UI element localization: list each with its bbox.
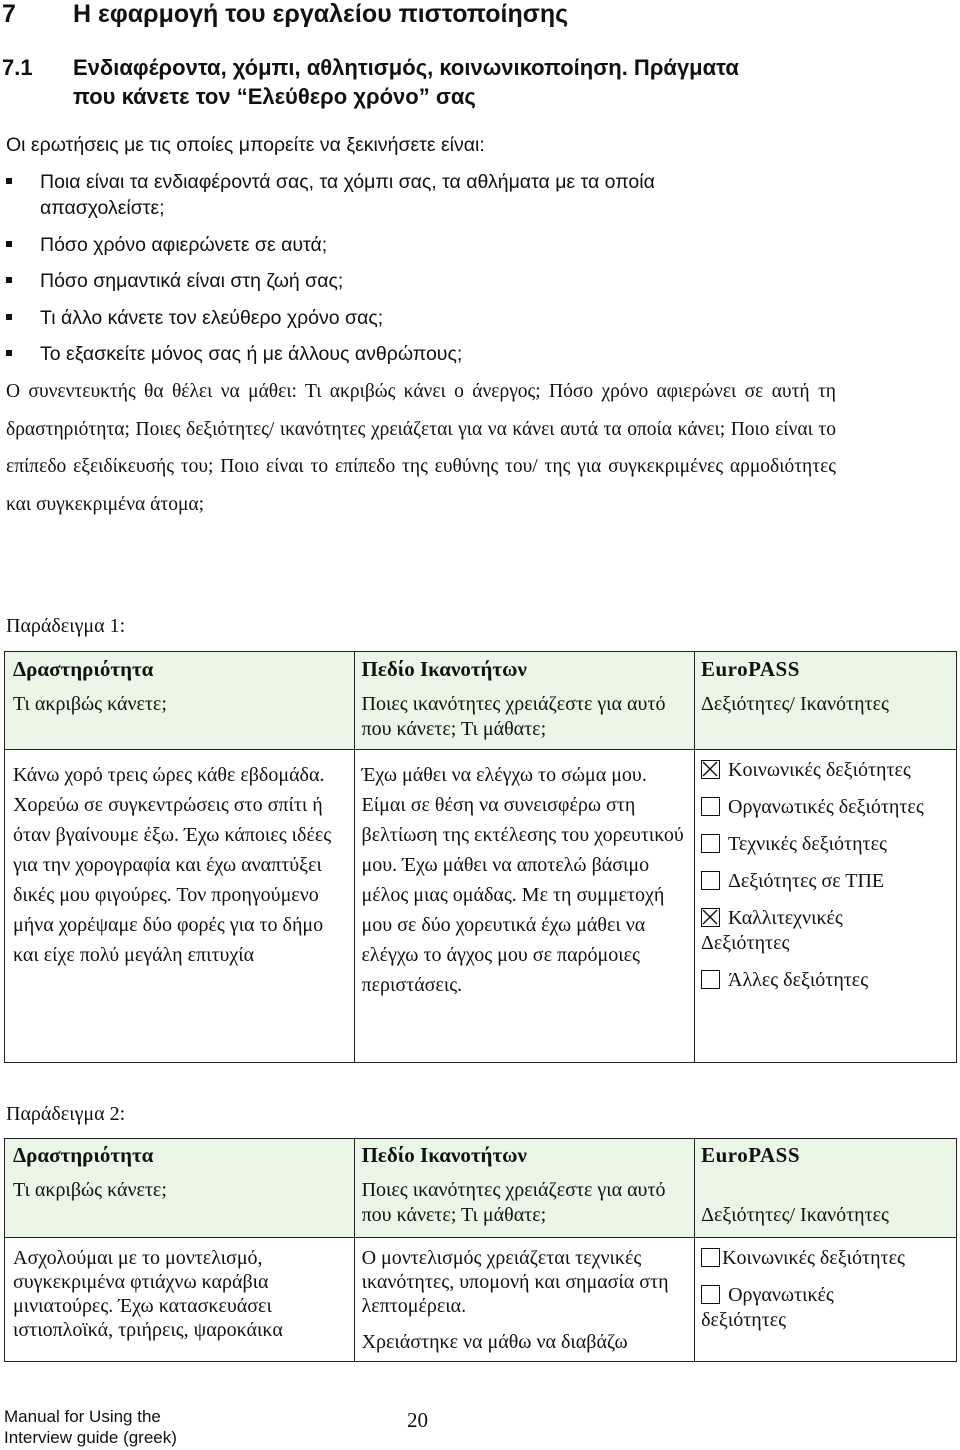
question-1-line1: Ποια είναι τα ενδιαφέροντά σας, τα χόμπι σας, τα αθλήματα με τα οποία: [40, 171, 655, 193]
skill-artistic[interactable]: [701, 906, 901, 956]
checkbox-empty-icon[interactable]: [701, 1248, 720, 1267]
europass-header: EuroPASS: [701, 1143, 800, 1167]
bullet-icon: [6, 350, 12, 356]
activity-subheader: Τι ακριβώς κάνετε;: [13, 693, 167, 715]
activity-header: Δραστηριότητα: [13, 1143, 154, 1167]
skill-organizational[interactable]: [701, 1283, 901, 1333]
question-4: Τι άλλο κάνετε τον ελεύθερο χρόνο σας;: [40, 307, 384, 329]
field-header: Πεδίο Ικανοτήτων: [361, 657, 527, 681]
question-1-line2: απασχολείστε;: [40, 197, 165, 219]
intro-text: Οι ερωτήσεις με τις οποίες μπορείτε να ξεκινήσετε είναι:: [6, 134, 485, 156]
example2-table: [4, 1138, 957, 1362]
skill-label: Οργανωτικές δεξιότητες: [728, 796, 924, 818]
question-5: Το εξασκείτε μόνος σας ή με άλλους ανθρώπους;: [40, 343, 463, 365]
skill-label: Καλλιτεχνικές Δεξιότητες: [701, 907, 843, 954]
skill-label: Δεξιότητες σε ΤΠΕ: [728, 870, 885, 892]
skill-other[interactable]: [701, 968, 952, 993]
example1-label: Παράδειγμα 1:: [6, 615, 126, 637]
footer-manual: [4, 1406, 177, 1448]
checkbox-empty-icon[interactable]: [701, 797, 720, 816]
skill-social[interactable]: [701, 758, 952, 783]
europass-header: EuroPASS: [701, 657, 800, 681]
checkbox-checked-icon[interactable]: [701, 908, 720, 927]
skill-organizational[interactable]: [701, 795, 946, 820]
section-title: Η εφαρμογή του εργαλείου πιστοποίησης: [73, 0, 569, 28]
subsection-number: 7.1: [2, 55, 33, 80]
checkbox-checked-icon[interactable]: [701, 760, 720, 779]
skill-label: Κοινωνικές δεξιότητες: [722, 1247, 905, 1269]
field-subheader: Ποιες ικανότητες χρειάζεστε για αυτό που κάνετε; Τι μάθατε;: [361, 693, 666, 740]
question-3: Πόσο σημαντικά είναι στη ζωή σας;: [40, 270, 344, 292]
example2-field-p1: Ο μοντελισμός χρειάζεται τεχνικές ικανότητες, υπομονή και σημασία στη λεπτομέρεια.: [361, 1247, 669, 1317]
checkbox-empty-icon[interactable]: [701, 834, 720, 853]
interviewer-paragraph: Ο συνεντευκτής θα θέλει να μάθει: Τι ακριβώς κάνει ο άνεργος; Πόσο χρόνο αφιερώνει σε αυτή τη δραστηριότητα; Ποιες δεξιότητες/ ικανότητες χρειάζεται για να κάνει αυτά τα οποία κάνει; Ποιο είναι το επίπεδο εξειδίκευσής του; Ποιο είναι το επίπεδο της ευθύνης του/ της για συγκεκριμένες αρμοδιότητες και συγκεκριμένα άτομα;: [6, 381, 836, 515]
example1-skills: [701, 758, 952, 993]
example2-field-p2: Χρειάστηκε να μάθω να διαβάζω: [361, 1331, 628, 1353]
bullet-icon: [6, 277, 12, 283]
example2-label: Παράδειγμα 2:: [6, 1103, 126, 1125]
checkbox-empty-icon[interactable]: [701, 970, 720, 989]
question-2: Πόσο χρόνο αφιερώνετε σε αυτά;: [40, 234, 328, 256]
europass-subheader: Δεξιότητες/ Ικανότητες: [701, 693, 889, 715]
footer-line1: Manual for Using the: [4, 1407, 161, 1426]
activity-subheader: Τι ακριβώς κάνετε;: [13, 1179, 167, 1201]
subsection-title-line2: που κάνετε τον “Ελεύθερο χρόνο” σας: [73, 84, 476, 109]
skill-label: Οργανωτικές δεξιότητες: [701, 1284, 834, 1331]
example2-skills: [701, 1246, 952, 1333]
skill-technical[interactable]: [701, 832, 952, 857]
skill-label: Άλλες δεξιότητες: [728, 969, 869, 991]
footer-line2: Interview guide (greek): [4, 1428, 177, 1447]
skill-ict[interactable]: [701, 869, 952, 894]
bullet-icon: [6, 178, 12, 184]
skill-social[interactable]: [701, 1246, 952, 1271]
skill-label: Τεχνικές δεξιότητες: [728, 833, 887, 855]
bullet-icon: [6, 241, 12, 247]
example1-field: Έχω μάθει να ελέγχω το σώμα μου. Είμαι σε θέση να συνεισφέρω στη βελτίωση της εκτέλεσης του χορευτικού μου. Έχω μάθει να αποτελώ βάσιμο μέλος μιας ομάδας. Με τη συμμετοχή μου σε δύο χορευτικά έχω μάθει να ελέγχω το άγχος μου σε παρόμοιες περιστάσεις.: [361, 764, 684, 996]
example2-activity: Ασχολούμαι με το μοντελισμό, συγκεκριμένα φτιάχνω καράβια μινιατούρες. Έχω κατασκευάσει ιστιοπλοϊκά, τριήρεις, ψαροκάικα: [13, 1247, 283, 1341]
section-number: 7: [2, 0, 16, 28]
example1-table: [4, 651, 957, 1063]
checkbox-empty-icon[interactable]: [701, 871, 720, 890]
europass-subheader: Δεξιότητες/ Ικανότητες: [701, 1204, 889, 1226]
skill-label: Κοινωνικές δεξιότητες: [728, 759, 911, 781]
bullet-icon: [6, 314, 12, 320]
activity-header: Δραστηριότητα: [13, 657, 154, 681]
example1-activity: Κάνω χορό τρεις ώρες κάθε εβδομάδα. Χορεύω σε συγκεντρώσεις στο σπίτι ή όταν βγαίνουμε έξω. Έχω κάποιες ιδέες για την χορογραφία και έχω αναπτύξει δικές μου φιγούρες. Τον προηγούμενο μήνα χορέψαμε δύο φορές για το δήμο και είχε πολύ μεγάλη επιτυχία: [13, 764, 332, 966]
page-number: 20: [407, 1408, 428, 1432]
checkbox-empty-icon[interactable]: [701, 1285, 720, 1304]
field-header: Πεδίο Ικανοτήτων: [361, 1143, 527, 1167]
subsection-title-line1: Ενδιαφέροντα, χόμπι, αθλητισμός, κοινωνικοποίηση. Πράγματα: [73, 55, 739, 80]
field-subheader: Ποιες ικανότητες χρειάζεστε για αυτό που κάνετε; Τι μάθατε;: [361, 1179, 666, 1226]
